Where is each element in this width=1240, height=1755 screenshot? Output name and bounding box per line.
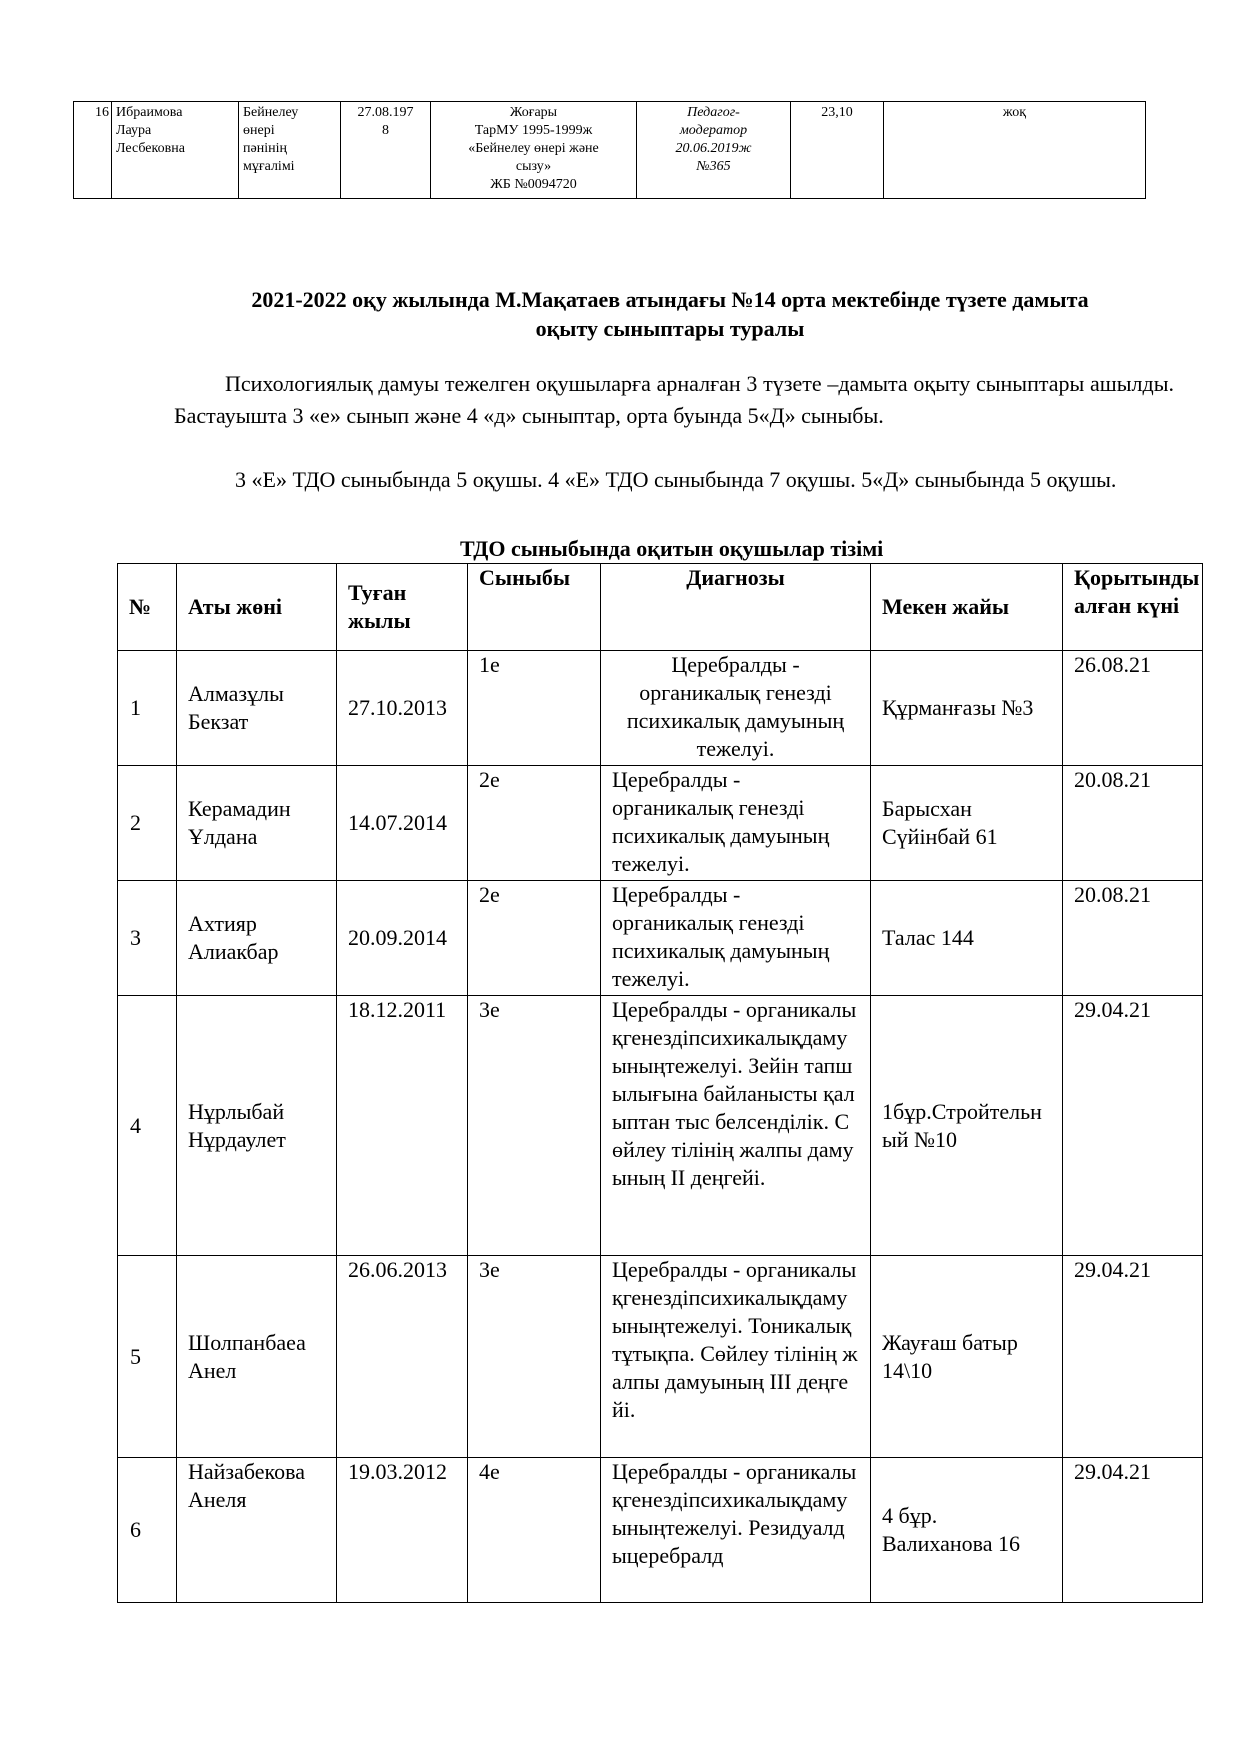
staff-education — [431, 102, 637, 199]
header-num: № — [118, 564, 177, 651]
staff-birth — [341, 102, 431, 199]
header-date: Қорытынды алған күні — [1063, 564, 1203, 651]
row-address: Құрманғазы №3 — [871, 651, 1063, 766]
row-date: 29.04.21 — [1063, 996, 1203, 1256]
row-address: 1бұр.Стройтельный №10 — [871, 996, 1063, 1256]
row-diagnosis: Церебралды - органикалық генезді психикалық дамуының тежелуі. — [601, 766, 871, 881]
row-date: 20.08.21 — [1063, 766, 1203, 881]
row-num: 1 — [118, 651, 177, 766]
staff-subject-line: өнері — [243, 123, 275, 138]
row-class: 3е — [468, 996, 601, 1256]
header-name: Аты жөні — [177, 564, 337, 651]
row-name: Ахтияр Алиакбар — [177, 881, 337, 996]
row-birth: 26.06.2013 — [337, 1256, 468, 1458]
staff-birth-line: 27.08.197 — [357, 105, 414, 120]
row-date: 29.04.21 — [1063, 1256, 1203, 1458]
staff-education-line: ТарМУ 1995-1999ж — [474, 123, 593, 138]
staff-experience: 23,10 — [791, 102, 884, 199]
staff-subject — [239, 102, 341, 199]
staff-birth-line: 8 — [382, 123, 389, 138]
staff-education-line: «Бейнелеу өнері және — [468, 141, 599, 156]
row-diagnosis: Церебралды - органикалықгенездіпсихикалықдамуыныңтежелуі. Тоникалық тұтықпа. Сөйлеу тілінің жалпы дамуының ІІІ деңгейі. — [601, 1256, 871, 1458]
row-date: 29.04.21 — [1063, 1458, 1203, 1603]
staff-table — [73, 101, 1146, 199]
count-paragraph: 3 «Е» ТДО сыныбында 5 оқушы. 4 «Е» ТДО сыныбында 7 оқушы. 5«Д» сыныбында 5 оқушы. — [235, 467, 1117, 492]
header-diagnosis: Диагнозы — [601, 564, 871, 651]
row-date: 26.08.21 — [1063, 651, 1203, 766]
staff-name-line: Ибраимова — [116, 105, 183, 120]
row-num: 2 — [118, 766, 177, 881]
header-birth: Туған жылы — [337, 564, 468, 651]
staff-name — [112, 102, 239, 199]
row-class: 2е — [468, 881, 601, 996]
staff-row — [74, 102, 1146, 199]
row-num: 4 — [118, 996, 177, 1256]
staff-education-line: ЖБ №0094720 — [490, 177, 577, 192]
staff-category-line: модератор — [679, 123, 748, 138]
row-diagnosis: Церебралды - органикалық генезді психикалық дамуының тежелуі. — [601, 881, 871, 996]
row-name: Шолпанбаеа Анел — [177, 1256, 337, 1458]
row-name: Найзабекова Анеля — [177, 1458, 337, 1603]
row-num: 6 — [118, 1458, 177, 1603]
row-class: 3е — [468, 1256, 601, 1458]
table-row — [118, 651, 1203, 766]
staff-subject-line: мұғалімі — [243, 159, 295, 174]
intro-paragraph: Психологиялық дамуы тежелген оқушыларға арналған 3 түзете –дамыта оқыту сыныптары ашылды. Бастауышта 3 «е» сынып және 4 «д» сыныптар, орта буында 5«Д» сыныбы. — [174, 371, 1174, 428]
table-row — [118, 881, 1203, 996]
row-birth: 14.07.2014 — [337, 766, 468, 881]
table-header-row — [118, 564, 1203, 651]
staff-category-line: Педагог- — [687, 105, 740, 120]
list-title: ТДО сыныбында оқитын оқушылар тізімі — [460, 536, 884, 561]
header-class: Сыныбы — [468, 564, 601, 651]
row-diagnosis: Церебралды - органикалықгенездіпсихикалықдамуыныңтежелуі. Зейін тапшылығына байланысты қалыптан тыс белсенділік. Сөйлеу тілінің жалпы дамуының ІІ деңгейі. — [601, 996, 871, 1256]
row-address: Талас 144 — [871, 881, 1063, 996]
table-row — [118, 1256, 1203, 1458]
header-address: Мекен жайы — [871, 564, 1063, 651]
staff-name-line: Лесбековна — [116, 141, 185, 156]
row-diagnosis: Церебралды - органикалық генезді психикалық дамуының тежелуі. — [601, 651, 871, 766]
staff-category-line: 20.06.2019ж — [675, 141, 752, 156]
staff-num: 16 — [74, 102, 112, 199]
row-diagnosis: Церебралды - органикалықгенездіпсихикалықдамуыныңтежелуі. Резидуалдыцеребралд — [601, 1458, 871, 1603]
row-birth: 19.03.2012 — [337, 1458, 468, 1603]
staff-category-line: №365 — [696, 159, 731, 174]
row-name: Алмазұлы Бекзат — [177, 651, 337, 766]
row-num: 3 — [118, 881, 177, 996]
row-birth: 20.09.2014 — [337, 881, 468, 996]
page-title-line: 2021-2022 оқу жылында М.Мақатаев атындағы №14 орта мектебінде түзете дамыта — [251, 287, 1089, 312]
row-date: 20.08.21 — [1063, 881, 1203, 996]
row-num: 5 — [118, 1256, 177, 1458]
students-table — [117, 563, 1203, 1603]
row-address: Барысхан Сүйінбай 61 — [871, 766, 1063, 881]
row-class: 1е — [468, 651, 601, 766]
row-birth: 18.12.2011 — [337, 996, 468, 1256]
staff-awards: жоқ — [884, 102, 1146, 199]
page-title-line: оқыту сыныптары туралы — [535, 316, 805, 341]
row-address: Жауғаш батыр 14\10 — [871, 1256, 1063, 1458]
row-class: 2е — [468, 766, 601, 881]
table-row — [118, 1458, 1203, 1603]
table-row — [118, 766, 1203, 881]
staff-subject-line: пәнінің — [243, 141, 287, 156]
row-birth: 27.10.2013 — [337, 651, 468, 766]
staff-name-line: Лаура — [116, 123, 152, 138]
staff-education-line: Жоғары — [509, 105, 558, 120]
row-address: 4 бұр. Валиханова 16 — [871, 1458, 1063, 1603]
row-name: Нұрлыбай Нұрдаулет — [177, 996, 337, 1256]
table-row — [118, 996, 1203, 1256]
row-class: 4е — [468, 1458, 601, 1603]
staff-education-line: сызу» — [515, 159, 552, 174]
staff-subject-line: Бейнелеу — [243, 105, 299, 120]
page-title — [185, 285, 1155, 343]
staff-category — [637, 102, 791, 199]
row-name: Керамадин Ұлдана — [177, 766, 337, 881]
